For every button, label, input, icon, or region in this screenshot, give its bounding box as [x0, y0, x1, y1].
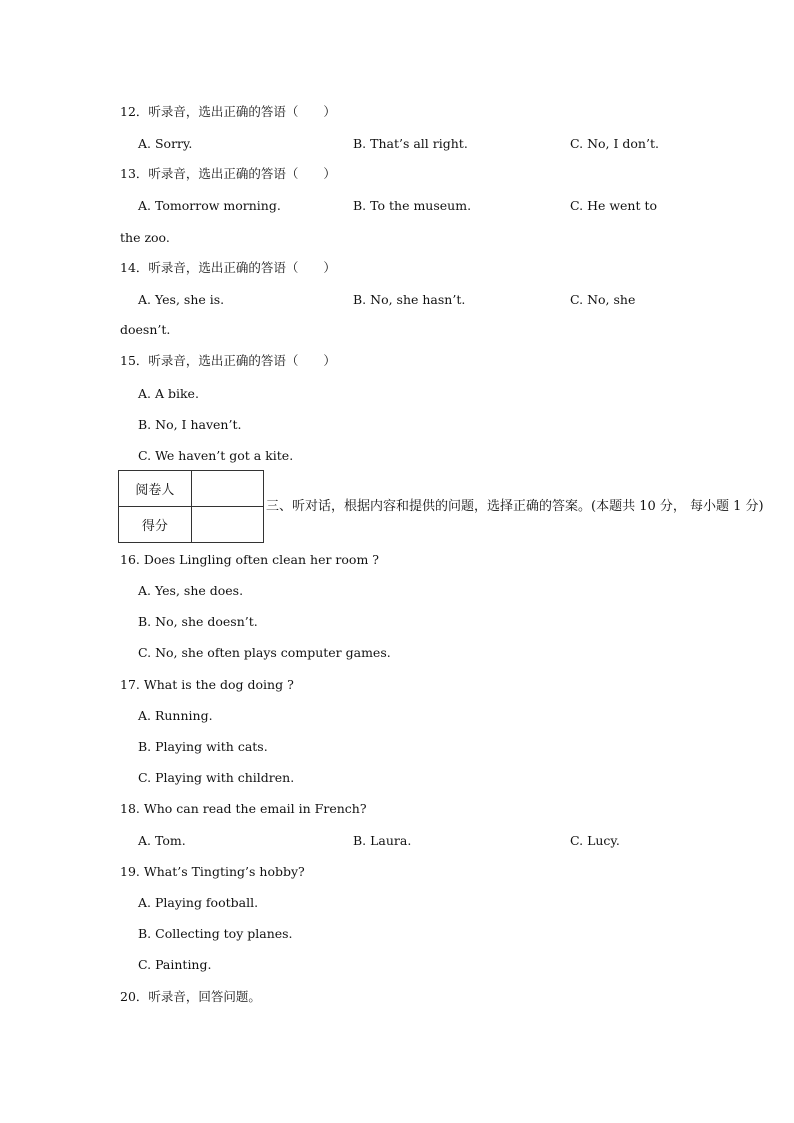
question-18-option-a: A. Tom. [138, 833, 186, 848]
question-15-option-c: C. We haven’t got a kite. [138, 448, 294, 463]
question-15-stem: 15．听录音，选出正确的答语（ ） [120, 353, 336, 368]
question-17-option-c: C. Playing with children. [138, 770, 295, 785]
question-16-option-a: A. Yes, she does. [138, 583, 244, 598]
question-13-option-a: A. Tomorrow morning. [138, 198, 281, 213]
question-17-option-a: A. Running. [138, 708, 213, 723]
question-13-option-b: B. To the museum. [353, 198, 472, 213]
question-19-option-c: C. Painting. [138, 957, 212, 972]
question-14-option-b: B. No, she hasn’t. [353, 292, 466, 307]
score-cell [191, 507, 263, 543]
question-12-option-a: A. Sorry. [138, 136, 193, 151]
grader-cell [191, 471, 263, 507]
question-13-option-c-continued: the zoo. [120, 230, 170, 245]
question-15-option-a: A. A bike. [138, 386, 199, 401]
question-13-option-c: C. He went to [570, 198, 658, 213]
question-17-option-b: B. Playing with cats. [138, 739, 268, 754]
question-16-stem: 16. Does Lingling often clean her room ? [120, 552, 379, 567]
question-18-stem: 18. Who can read the email in French? [120, 801, 367, 816]
question-15-option-b: B. No, I haven’t. [138, 417, 242, 432]
question-14-stem: 14．听录音，选出正确的答语（ ） [120, 260, 336, 275]
score-table [118, 470, 264, 543]
question-16-option-b: B. No, she doesn’t. [138, 614, 258, 629]
question-19-stem: 19. What’s Tingting’s hobby? [120, 864, 305, 879]
question-13-stem: 13．听录音，选出正确的答语（ ） [120, 166, 336, 181]
question-14-option-c: C. No, she [570, 292, 636, 307]
question-18-option-b: B. Laura. [353, 833, 412, 848]
score-label: 得分 [119, 507, 192, 543]
question-20-stem: 20．听录音，回答问题。 [120, 989, 261, 1004]
question-14-option-c-continued: doesn’t. [120, 322, 171, 337]
question-19-option-a: A. Playing football. [138, 895, 259, 910]
question-19-option-b: B. Collecting toy planes. [138, 926, 293, 941]
question-17-stem: 17. What is the dog doing ? [120, 677, 294, 692]
question-18-option-c: C. Lucy. [570, 833, 620, 848]
question-12-stem: 12．听录音，选出正确的答语（ ） [120, 104, 336, 119]
section-3-title: 三、听对话，根据内容和提供的问题，选择正确的答案。(本题共 10 分， 每小题 1 分) [266, 499, 764, 514]
question-12-option-b: B. That’s all right. [353, 136, 468, 151]
question-12-option-c: C. No, I don’t. [570, 136, 659, 151]
question-14-option-a: A. Yes, she is. [138, 292, 225, 307]
question-16-option-c: C. No, she often plays computer games. [138, 645, 391, 660]
grader-label: 阅卷人 [119, 471, 192, 507]
